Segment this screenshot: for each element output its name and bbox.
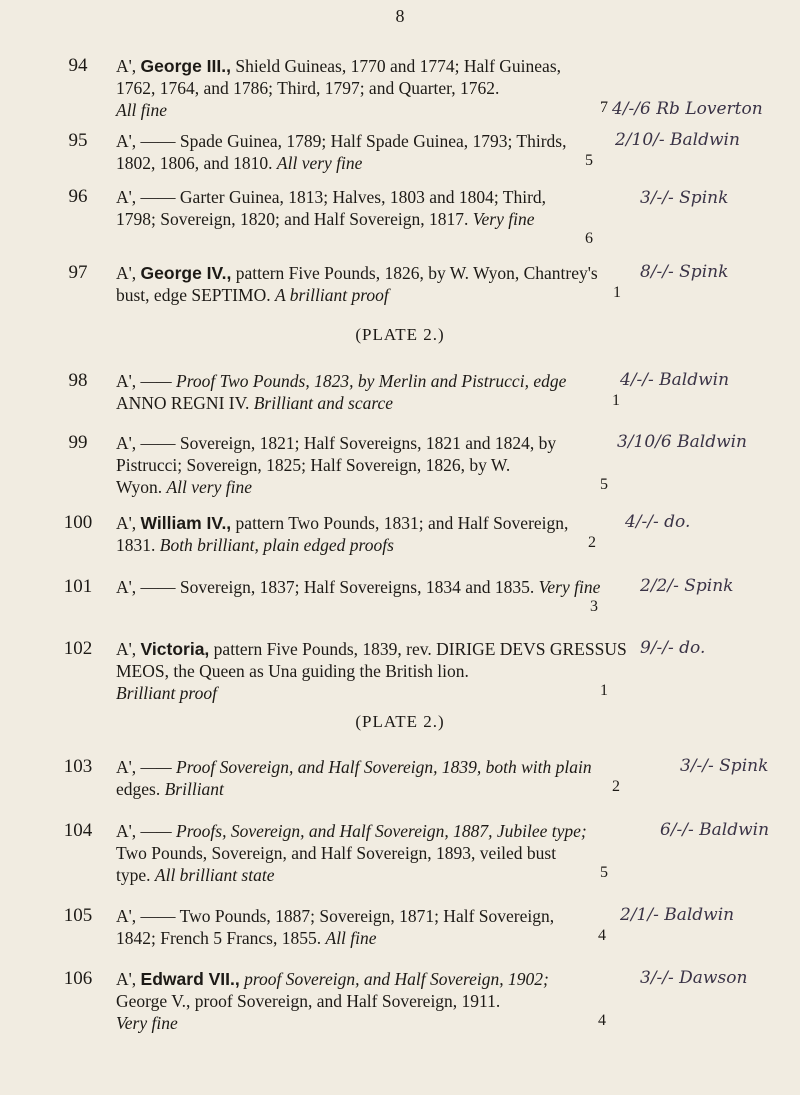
- condition-note: Brilliant: [164, 779, 224, 799]
- lot-line: 1842; French 5 Francs, 1855.: [116, 928, 322, 948]
- lot-number: 103: [63, 756, 93, 777]
- condition-note: Brilliant proof: [116, 683, 217, 703]
- lot-line: proof Sovereign, and Half Sovereign, 1902;: [244, 969, 549, 989]
- ruler-name: Victoria,: [140, 639, 210, 659]
- lot-quantity: 4: [598, 1012, 606, 1029]
- handwritten-price: 4/-/6 Rb Loverton: [612, 99, 763, 119]
- lot-number: 98: [68, 370, 88, 391]
- condition-note: Very fine: [116, 1013, 178, 1033]
- lot-line: Pistrucci; Sovereign, 1825; Half Sovereign, 1826, by W.: [116, 455, 511, 475]
- lot-number: 102: [63, 638, 93, 659]
- lot-number: 99: [68, 432, 88, 453]
- handwritten-price: 4/-/- Baldwin: [620, 370, 730, 390]
- metal-mark: A',: [116, 513, 137, 533]
- lot-line: pattern Five Pounds, 1839, rev. DIRIGE DEVS GRESSUS: [213, 639, 627, 659]
- lot-line: ANNO REGNI IV.: [116, 393, 250, 413]
- lot-line: —— Proof Sovereign, and Half Sovereign, 1839, both with plain: [140, 757, 592, 777]
- lot-number: 101: [63, 576, 93, 597]
- lot-line: —— Garter Guinea, 1813; Halves, 1803 and 1804; Third,: [140, 187, 547, 207]
- metal-mark: A',: [116, 263, 137, 283]
- lot-quantity: 1: [613, 284, 621, 301]
- lot-number: 106: [63, 968, 93, 989]
- plate-reference: (PLATE 2.): [355, 325, 445, 344]
- handwritten-price: 8/-/- Spink: [640, 262, 729, 282]
- lot-line: MEOS, the Queen as Una guiding the British lion.: [116, 661, 469, 681]
- lot-line: George V., proof Sovereign, and Half Sovereign, 1911.: [116, 991, 501, 1011]
- handwritten-price: 9/-/- do.: [640, 638, 706, 658]
- condition-note: All very fine: [166, 477, 252, 497]
- lot-number: 97: [68, 262, 88, 283]
- lot-line: type.: [116, 865, 151, 885]
- lot-quantity: 2: [588, 534, 596, 551]
- handwritten-price: 2/2/- Spink: [640, 576, 734, 596]
- page-number: 8: [395, 6, 405, 26]
- handwritten-price: 3/-/- Spink: [640, 188, 729, 208]
- condition-note: All brilliant state: [154, 865, 275, 885]
- lot-line: —— Sovereign, 1837; Half Sovereigns, 1834 and 1835.: [140, 577, 535, 597]
- lot-line: —— Spade Guinea, 1789; Half Spade Guinea, 1793; Thirds,: [140, 131, 567, 151]
- condition-note: Both brilliant, plain edged proofs: [159, 535, 394, 555]
- condition-note: Very fine: [472, 209, 535, 229]
- lot-quantity: 5: [585, 152, 593, 169]
- condition-note: All fine: [116, 100, 168, 120]
- condition-note: A brilliant proof: [274, 285, 389, 305]
- condition-note: All very fine: [276, 153, 363, 173]
- lot-number: 100: [63, 512, 93, 533]
- lot-quantity: 6: [585, 230, 593, 247]
- lot-line: —— Proofs, Sovereign, and Half Sovereign, 1887, Jubilee type;: [140, 821, 587, 841]
- metal-mark: A',: [116, 821, 137, 841]
- metal-mark: A',: [116, 969, 137, 989]
- condition-note: Very fine: [538, 577, 601, 597]
- lot-number: 104: [63, 820, 93, 841]
- lot-line: pattern Five Pounds, 1826, by W. Wyon, Chantrey's: [235, 263, 598, 283]
- metal-mark: A',: [116, 131, 137, 151]
- lot-line: Two Pounds, Sovereign, and Half Sovereign, 1893, veiled bust: [116, 843, 557, 863]
- lot-quantity: 5: [600, 476, 608, 493]
- lot-quantity: 5: [600, 864, 608, 881]
- lot-quantity: 1: [600, 682, 608, 699]
- metal-mark: A',: [116, 757, 137, 777]
- metal-mark: A',: [116, 906, 137, 926]
- handwritten-price: 3/-/- Dawson: [640, 968, 748, 988]
- ruler-name: George III.,: [140, 56, 231, 76]
- lot-line: —— Proof Two Pounds, 1823, by Merlin and Pistrucci, edge: [140, 371, 567, 391]
- handwritten-price: 4/-/- do.: [625, 512, 691, 532]
- metal-mark: A',: [116, 371, 137, 391]
- handwritten-price: 2/1/- Baldwin: [620, 905, 735, 925]
- lot-line: 1831.: [116, 535, 156, 555]
- lot-quantity: 2: [612, 778, 620, 795]
- metal-mark: A',: [116, 187, 137, 207]
- handwritten-price: 3/-/- Spink: [680, 756, 769, 776]
- lot-line: —— Two Pounds, 1887; Sovereign, 1871; Half Sovereign,: [140, 906, 555, 926]
- ruler-name: William IV.,: [140, 513, 232, 533]
- condition-note: Brilliant and scarce: [253, 393, 394, 413]
- lot-line: bust, edge SEPTIMO.: [116, 285, 271, 305]
- lot-quantity: 3: [590, 598, 598, 615]
- lot-line: Shield Guineas, 1770 and 1774; Half Guineas,: [235, 56, 562, 76]
- metal-mark: A',: [116, 433, 137, 453]
- condition-note: All fine: [325, 928, 377, 948]
- ruler-name: George IV.,: [140, 263, 232, 283]
- lot-line: 1798; Sovereign, 1820; and Half Sovereign, 1817.: [116, 209, 469, 229]
- handwritten-price: 2/10/- Baldwin: [615, 130, 740, 150]
- lot-line: 1762, 1764, and 1786; Third, 1797; and Quarter, 1762.: [116, 78, 500, 98]
- metal-mark: A',: [116, 56, 137, 76]
- lot-number: 96: [68, 186, 88, 207]
- lot-number: 94: [68, 55, 88, 76]
- handwritten-price: 6/-/- Baldwin: [660, 820, 770, 840]
- plate-reference: (PLATE 2.): [355, 712, 445, 731]
- lot-quantity: 7: [600, 99, 608, 116]
- lot-quantity: 1: [612, 392, 620, 409]
- handwritten-price: 3/10/6 Baldwin: [617, 432, 748, 452]
- lot-quantity: 4: [598, 927, 606, 944]
- lot-line: —— Sovereign, 1821; Half Sovereigns, 1821 and 1824, by: [140, 433, 557, 453]
- lot-line: edges.: [116, 779, 161, 799]
- lot-number: 95: [68, 130, 88, 151]
- lot-line: pattern Two Pounds, 1831; and Half Sovereign,: [235, 513, 569, 533]
- lot-line: Wyon.: [116, 477, 163, 497]
- ruler-name: Edward VII.,: [140, 969, 240, 989]
- metal-mark: A',: [116, 577, 137, 597]
- metal-mark: A',: [116, 639, 137, 659]
- lot-number: 105: [63, 905, 93, 926]
- lot-line: 1802, 1806, and 1810.: [116, 153, 273, 173]
